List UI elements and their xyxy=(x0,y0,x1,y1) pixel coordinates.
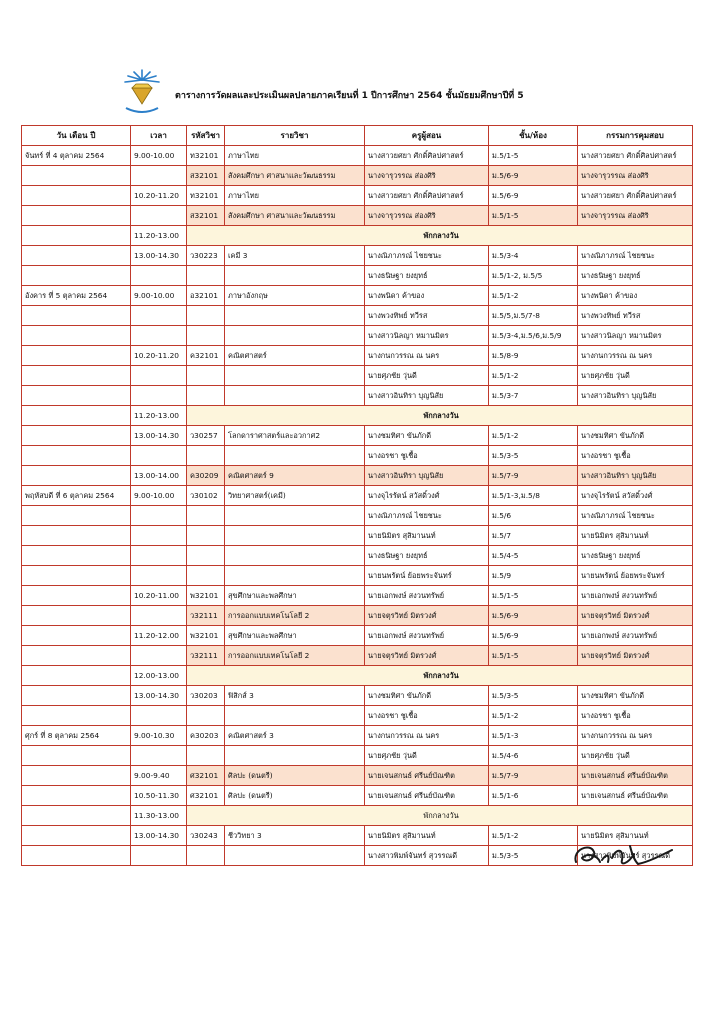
cell-date xyxy=(22,446,131,466)
cell-code: พ32101 xyxy=(187,586,225,606)
cell-time: 11.30-13.00 xyxy=(131,806,187,826)
cell-time: 13.00-14.30 xyxy=(131,686,187,706)
cell-class: ม.5/1-2, ม.5/5 xyxy=(489,266,578,286)
table-row xyxy=(22,186,693,206)
cell-proctor: นางชมทิศา ขันภักดี xyxy=(578,426,693,446)
cell-subject: วิทยาศาสตร์(เคมี) xyxy=(225,486,365,506)
header-proctor: กรรมการคุมสอบ xyxy=(578,126,693,146)
table-row xyxy=(22,206,693,226)
cell-teacher: นางชมทิศา ขันภักดี xyxy=(365,686,489,706)
cell-date xyxy=(22,326,131,346)
cell-code xyxy=(187,706,225,726)
cell-time xyxy=(131,366,187,386)
cell-teacher: นางจุไรรัตน์ สวัสดิ์วงศ์ xyxy=(365,486,489,506)
cell-proctor: นายเจนสกนธ์ ศรีนย์บัณฑิต xyxy=(578,786,693,806)
table-row xyxy=(22,746,693,766)
table-header-row xyxy=(22,126,693,146)
cell-code: ท32101 xyxy=(187,186,225,206)
cell-proctor: นางกนกวรรณ ณ นคร xyxy=(578,726,693,746)
cell-teacher: นางสาวพิมพ์จันทร์ สุวรรณดี xyxy=(365,846,489,866)
cell-code: ว30203 xyxy=(187,686,225,706)
cell-proctor: นายจตุรวิทย์ มิตรวงศ์ xyxy=(578,606,693,626)
cell-code: ว32111 xyxy=(187,646,225,666)
cell-code xyxy=(187,846,225,866)
cell-time xyxy=(131,706,187,726)
cell-date xyxy=(22,566,131,586)
cell-code xyxy=(187,446,225,466)
cell-class: ม.5/9 xyxy=(489,566,578,586)
cell-date: พฤหัสบดี ที่ 6 ตุลาคม 2564 xyxy=(22,486,131,506)
signature xyxy=(568,836,678,876)
cell-teacher: นางสาวอินทิรา บุญนิสัย xyxy=(365,386,489,406)
cell-teacher: นายนิมิตร สุสิมานนท์ xyxy=(365,526,489,546)
cell-date xyxy=(22,806,131,826)
cell-subject: สังคมศึกษา ศาสนาและวัฒนธรรม xyxy=(225,166,365,186)
cell-code: ท32101 xyxy=(187,146,225,166)
table-row xyxy=(22,166,693,186)
cell-teacher: นายนพรัตน์ ย้อยพระจันทร์ xyxy=(365,566,489,586)
cell-date xyxy=(22,826,131,846)
exam-schedule-table xyxy=(21,125,693,866)
cell-date xyxy=(22,786,131,806)
cell-code: ว32111 xyxy=(187,606,225,626)
cell-date xyxy=(22,426,131,446)
cell-code xyxy=(187,386,225,406)
table-row xyxy=(22,526,693,546)
cell-teacher: นางชมทิศา ขันภักดี xyxy=(365,426,489,446)
cell-teacher: นายเจนสกนธ์ ศรีนย์บัณฑิต xyxy=(365,766,489,786)
cell-class: ม.5/6-9 xyxy=(489,186,578,206)
table-row xyxy=(22,586,693,606)
header-date: วัน เดือน ปี xyxy=(22,126,131,146)
cell-subject: ศิลปะ (ดนตรี) xyxy=(225,786,365,806)
cell-code: ศ32101 xyxy=(187,766,225,786)
cell-class: ม.5/1-6 xyxy=(489,786,578,806)
table-row xyxy=(22,666,693,686)
cell-date xyxy=(22,546,131,566)
cell-subject: ฟิสิกส์ 3 xyxy=(225,686,365,706)
cell-date xyxy=(22,346,131,366)
cell-subject: สังคมศึกษา ศาสนาและวัฒนธรรม xyxy=(225,206,365,226)
header-class: ชั้น/ห้อง xyxy=(489,126,578,146)
header-teacher: ครูผู้สอน xyxy=(365,126,489,146)
cell-subject: โลกดาราศาสตร์และอวกาศ2 xyxy=(225,426,365,446)
cell-time: 11.20-12.00 xyxy=(131,626,187,646)
cell-teacher: นางสาวนิลญา หมานมิตร xyxy=(365,326,489,346)
cell-code xyxy=(187,746,225,766)
cell-time xyxy=(131,606,187,626)
cell-subject: คณิตศาสตร์ 3 xyxy=(225,726,365,746)
cell-code xyxy=(187,306,225,326)
cell-subject xyxy=(225,266,365,286)
cell-code: ว30223 xyxy=(187,246,225,266)
lunch-break-cell: พักกลางวัน xyxy=(187,406,693,426)
header-time: เวลา xyxy=(131,126,187,146)
cell-code xyxy=(187,366,225,386)
cell-teacher: นายจตุรวิทย์ มิตรวงศ์ xyxy=(365,646,489,666)
table-row xyxy=(22,426,693,446)
cell-time xyxy=(131,166,187,186)
cell-date xyxy=(22,646,131,666)
cell-teacher: นางอรชา ชูเชื้อ xyxy=(365,706,489,726)
table-row xyxy=(22,466,693,486)
cell-class: ม.5/3-5 xyxy=(489,686,578,706)
cell-proctor: นางพนิดา ค้าของ xyxy=(578,286,693,306)
cell-code xyxy=(187,546,225,566)
cell-code xyxy=(187,326,225,346)
cell-proctor: นางสาวพิมพ์จันทร์ สุวรรณดี xyxy=(578,846,693,866)
cell-date xyxy=(22,586,131,606)
table-row xyxy=(22,326,693,346)
cell-proctor: นางจุไรรัตน์ สวัสดิ์วงศ์ xyxy=(578,486,693,506)
cell-proctor: นางพวงทิพย์ ทวีรส xyxy=(578,306,693,326)
cell-subject xyxy=(225,746,365,766)
cell-teacher: นางจารุวรรณ ส่องศิริ xyxy=(365,206,489,226)
cell-subject xyxy=(225,326,365,346)
cell-subject: ภาษาไทย xyxy=(225,186,365,206)
cell-teacher: นายเอกพงษ์ สงวนทรัพย์ xyxy=(365,586,489,606)
page-title: ตารางการวัดผลและประเมินผลปลายภาคเรียนที่ 1 ปีการศึกษา 2564 ชั้นมัธยมศึกษาปีที่ 5 xyxy=(175,91,524,101)
cell-proctor: นางกนกวรรณ ณ นคร xyxy=(578,346,693,366)
cell-subject: คณิตศาสตร์ 9 xyxy=(225,466,365,486)
cell-time xyxy=(131,266,187,286)
cell-subject: ชีววิทยา 3 xyxy=(225,826,365,846)
cell-code: ค32101 xyxy=(187,346,225,366)
cell-class: ม.5/1-3,ม.5/8 xyxy=(489,486,578,506)
cell-subject xyxy=(225,546,365,566)
cell-teacher: นายเอกพงษ์ สงวนทรัพย์ xyxy=(365,626,489,646)
cell-teacher: นายเจนสกนธ์ ศรีนย์บัณฑิต xyxy=(365,786,489,806)
cell-teacher: นางอรชา ชูเชื้อ xyxy=(365,446,489,466)
cell-date xyxy=(22,526,131,546)
cell-date xyxy=(22,246,131,266)
cell-proctor: นางธนิษฐา ยงยุทธ์ xyxy=(578,546,693,566)
cell-code: ส32101 xyxy=(187,206,225,226)
cell-teacher: นางสาวยศยา ศักดิ์ศิลปศาสตร์ xyxy=(365,146,489,166)
cell-subject: ภาษาไทย xyxy=(225,146,365,166)
cell-subject: ศิลปะ (ดนตรี) xyxy=(225,766,365,786)
cell-date xyxy=(22,166,131,186)
cell-subject xyxy=(225,566,365,586)
cell-proctor: นายเอกพงษ์ สงวนทรัพย์ xyxy=(578,626,693,646)
cell-class: ม.5/3-7 xyxy=(489,386,578,406)
cell-class: ม.5/7 xyxy=(489,526,578,546)
cell-proctor: นายนิมิตร สุสิมานนท์ xyxy=(578,526,693,546)
cell-time: 11.20-13.00 xyxy=(131,406,187,426)
cell-code: ส32101 xyxy=(187,166,225,186)
cell-proctor: นางณิภาภรณ์ ไชยชนะ xyxy=(578,246,693,266)
cell-date xyxy=(22,306,131,326)
cell-date xyxy=(22,686,131,706)
table-row xyxy=(22,366,693,386)
cell-subject: เคมี 3 xyxy=(225,246,365,266)
cell-time xyxy=(131,546,187,566)
cell-teacher: นางธนิษฐา ยงยุทธ์ xyxy=(365,266,489,286)
cell-date xyxy=(22,706,131,726)
cell-date: อังคาร ที่ 5 ตุลาคม 2564 xyxy=(22,286,131,306)
cell-class: ม.5/4-5 xyxy=(489,546,578,566)
header-subject: รายวิชา xyxy=(225,126,365,146)
cell-time: 9.00-9.40 xyxy=(131,766,187,786)
cell-code xyxy=(187,506,225,526)
cell-teacher: นายศุภชัย วุ่นดี xyxy=(365,746,489,766)
cell-time: 9.00-10.00 xyxy=(131,146,187,166)
cell-time xyxy=(131,746,187,766)
cell-class: ม.5/3-4,ม.5/6,ม.5/9 xyxy=(489,326,578,346)
cell-time: 10.20-11.20 xyxy=(131,186,187,206)
cell-class: ม.5/7-9 xyxy=(489,766,578,786)
cell-proctor: นางสาวอินทิรา บุญนิสัย xyxy=(578,386,693,406)
cell-time: 13.00-14.00 xyxy=(131,466,187,486)
cell-class: ม.5/1-5 xyxy=(489,586,578,606)
cell-proctor: นายจตุรวิทย์ มิตรวงศ์ xyxy=(578,646,693,666)
table-row xyxy=(22,726,693,746)
cell-date xyxy=(22,766,131,786)
lunch-break-cell: พักกลางวัน xyxy=(187,226,693,246)
cell-time: 13.00-14.30 xyxy=(131,426,187,446)
cell-code: อ32101 xyxy=(187,286,225,306)
cell-teacher: นางกนกวรรณ ณ นคร xyxy=(365,346,489,366)
cell-class: ม.5/1-5 xyxy=(489,206,578,226)
table-row xyxy=(22,406,693,426)
table-row xyxy=(22,706,693,726)
cell-date xyxy=(22,266,131,286)
table-row xyxy=(22,786,693,806)
table-row xyxy=(22,806,693,826)
cell-date xyxy=(22,406,131,426)
table-row xyxy=(22,646,693,666)
table-row xyxy=(22,286,693,306)
cell-class: ม.5/1-2 xyxy=(489,286,578,306)
cell-subject xyxy=(225,526,365,546)
cell-time xyxy=(131,446,187,466)
cell-date xyxy=(22,186,131,206)
cell-proctor: นางสาวยศยา ศักดิ์ศิลปศาสตร์ xyxy=(578,186,693,206)
cell-class: ม.5/1-5 xyxy=(489,646,578,666)
cell-proctor: นายศุภชัย วุ่นดี xyxy=(578,746,693,766)
lunch-break-cell: พักกลางวัน xyxy=(187,666,693,686)
cell-proctor: นายนพรัตน์ ย้อยพระจันทร์ xyxy=(578,566,693,586)
cell-code: ว30243 xyxy=(187,826,225,846)
cell-class: ม.5/3-5 xyxy=(489,846,578,866)
cell-code xyxy=(187,266,225,286)
cell-code: พ32101 xyxy=(187,626,225,646)
cell-teacher: นายศุภชัย วุ่นดี xyxy=(365,366,489,386)
table-row xyxy=(22,306,693,326)
cell-code: ว30257 xyxy=(187,426,225,446)
cell-time xyxy=(131,386,187,406)
cell-class: ม.5/1-3 xyxy=(489,726,578,746)
table-row xyxy=(22,146,693,166)
cell-time: 13.00-14.30 xyxy=(131,246,187,266)
cell-class: ม.5/4-6 xyxy=(489,746,578,766)
table-row xyxy=(22,566,693,586)
cell-subject: สุขศึกษาและพลศึกษา xyxy=(225,626,365,646)
cell-time: 10.20-11.20 xyxy=(131,346,187,366)
cell-teacher: นางกนกวรรณ ณ นคร xyxy=(365,726,489,746)
cell-date: จันทร์ ที่ 4 ตุลาคม 2564 xyxy=(22,146,131,166)
cell-subject: การออกแบบเทคโนโลยี 2 xyxy=(225,646,365,666)
cell-proctor: นายศุภชัย วุ่นดี xyxy=(578,366,693,386)
cell-time: 9.00-10.30 xyxy=(131,726,187,746)
cell-proctor: นางสาวยศยา ศักดิ์ศิลปศาสตร์ xyxy=(578,146,693,166)
cell-subject: คณิตศาสตร์ xyxy=(225,346,365,366)
cell-subject xyxy=(225,366,365,386)
cell-time: 10.20-11.00 xyxy=(131,586,187,606)
cell-proctor: นางสาวอินทิรา บุญนิสัย xyxy=(578,466,693,486)
cell-subject xyxy=(225,446,365,466)
cell-date xyxy=(22,666,131,686)
cell-code: ศ32101 xyxy=(187,786,225,806)
table-row xyxy=(22,506,693,526)
table-row xyxy=(22,626,693,646)
cell-time: 10.50-11.30 xyxy=(131,786,187,806)
cell-subject: การออกแบบเทคโนโลยี 2 xyxy=(225,606,365,626)
cell-class: ม.5/7-9 xyxy=(489,466,578,486)
cell-class: ม.5/6 xyxy=(489,506,578,526)
cell-proctor: นางชมทิศา ขันภักดี xyxy=(578,686,693,706)
cell-teacher: นางสาวอินทิรา บุญนิสัย xyxy=(365,466,489,486)
school-logo xyxy=(118,64,166,120)
cell-time xyxy=(131,646,187,666)
cell-teacher: นางจารุวรรณ ส่องศิริ xyxy=(365,166,489,186)
cell-teacher: นางสาวยศยา ศักดิ์ศิลปศาสตร์ xyxy=(365,186,489,206)
cell-class: ม.5/6-9 xyxy=(489,606,578,626)
cell-date xyxy=(22,506,131,526)
cell-date xyxy=(22,746,131,766)
table-row xyxy=(22,346,693,366)
cell-proctor: นางจารุวรรณ ส่องศิริ xyxy=(578,206,693,226)
table-row xyxy=(22,546,693,566)
cell-code xyxy=(187,526,225,546)
cell-date xyxy=(22,846,131,866)
cell-class: ม.5/6-9 xyxy=(489,166,578,186)
cell-time: 11.20-13.00 xyxy=(131,226,187,246)
header-code: รหัสวิชา xyxy=(187,126,225,146)
cell-subject xyxy=(225,846,365,866)
cell-date xyxy=(22,226,131,246)
cell-time xyxy=(131,206,187,226)
cell-class: ม.5/1-2 xyxy=(489,426,578,446)
cell-proctor: นายเอกพงษ์ สงวนทรัพย์ xyxy=(578,586,693,606)
cell-class: ม.5/1-2 xyxy=(489,366,578,386)
cell-time xyxy=(131,526,187,546)
cell-class: ม.5/6-9 xyxy=(489,626,578,646)
cell-time: 9.00-10.00 xyxy=(131,286,187,306)
cell-code: ว30102 xyxy=(187,486,225,506)
cell-teacher: นายจตุรวิทย์ มิตรวงศ์ xyxy=(365,606,489,626)
cell-date xyxy=(22,626,131,646)
table-row xyxy=(22,386,693,406)
lunch-break-cell: พักกลางวัน xyxy=(187,806,693,826)
table-row xyxy=(22,686,693,706)
cell-code: ค30209 xyxy=(187,466,225,486)
cell-subject: สุขศึกษาและพลศึกษา xyxy=(225,586,365,606)
cell-subject xyxy=(225,506,365,526)
cell-class: ม.5/3-4 xyxy=(489,246,578,266)
table-row xyxy=(22,606,693,626)
cell-time xyxy=(131,846,187,866)
table-row xyxy=(22,446,693,466)
cell-teacher: นางณิภาภรณ์ ไชยชนะ xyxy=(365,506,489,526)
cell-date xyxy=(22,206,131,226)
table-row xyxy=(22,766,693,786)
cell-date xyxy=(22,386,131,406)
cell-time: 13.00-14.30 xyxy=(131,826,187,846)
cell-proctor: นางอรชา ชูเชื้อ xyxy=(578,446,693,466)
cell-date xyxy=(22,606,131,626)
cell-class: ม.5/1-5 xyxy=(489,146,578,166)
cell-teacher: นางธนิษฐา ยงยุทธ์ xyxy=(365,546,489,566)
table-body xyxy=(22,146,693,866)
cell-time xyxy=(131,566,187,586)
cell-time xyxy=(131,326,187,346)
cell-teacher: นางพวงทิพย์ ทวีรส xyxy=(365,306,489,326)
cell-date xyxy=(22,366,131,386)
cell-time xyxy=(131,506,187,526)
cell-class: ม.5/1-2 xyxy=(489,706,578,726)
cell-teacher: นางณิภาภรณ์ ไชยชนะ xyxy=(365,246,489,266)
cell-subject xyxy=(225,706,365,726)
table-row xyxy=(22,266,693,286)
cell-class: ม.5/5,ม.5/7-8 xyxy=(489,306,578,326)
cell-time: 12.00-13.00 xyxy=(131,666,187,686)
cell-proctor: นายนิมิตร สุสิมานนท์ xyxy=(578,826,693,846)
cell-proctor: นางจารุวรรณ ส่องศิริ xyxy=(578,166,693,186)
cell-teacher: นายนิมิตร สุสิมานนท์ xyxy=(365,826,489,846)
cell-proctor: นายเจนสกนธ์ ศรีนย์บัณฑิต xyxy=(578,766,693,786)
cell-proctor: นางสาวนิลญา หมานมิตร xyxy=(578,326,693,346)
cell-class: ม.5/3-5 xyxy=(489,446,578,466)
cell-class: ม.5/8-9 xyxy=(489,346,578,366)
table-row xyxy=(22,246,693,266)
cell-code xyxy=(187,566,225,586)
cell-time: 9.00-10.00 xyxy=(131,486,187,506)
table-row xyxy=(22,226,693,246)
cell-subject xyxy=(225,306,365,326)
cell-proctor: นางธนิษฐา ยงยุทธ์ xyxy=(578,266,693,286)
cell-class: ม.5/1-2 xyxy=(489,826,578,846)
cell-subject xyxy=(225,386,365,406)
table-row xyxy=(22,486,693,506)
cell-proctor: นางณิภาภรณ์ ไชยชนะ xyxy=(578,506,693,526)
cell-date: ศุกร์ ที่ 8 ตุลาคม 2564 xyxy=(22,726,131,746)
cell-date xyxy=(22,466,131,486)
cell-time xyxy=(131,306,187,326)
cell-code: ค30203 xyxy=(187,726,225,746)
cell-subject: ภาษาอังกฤษ xyxy=(225,286,365,306)
cell-proctor: นางอรชา ชูเชื้อ xyxy=(578,706,693,726)
cell-teacher: นางพนิดา ค้าของ xyxy=(365,286,489,306)
